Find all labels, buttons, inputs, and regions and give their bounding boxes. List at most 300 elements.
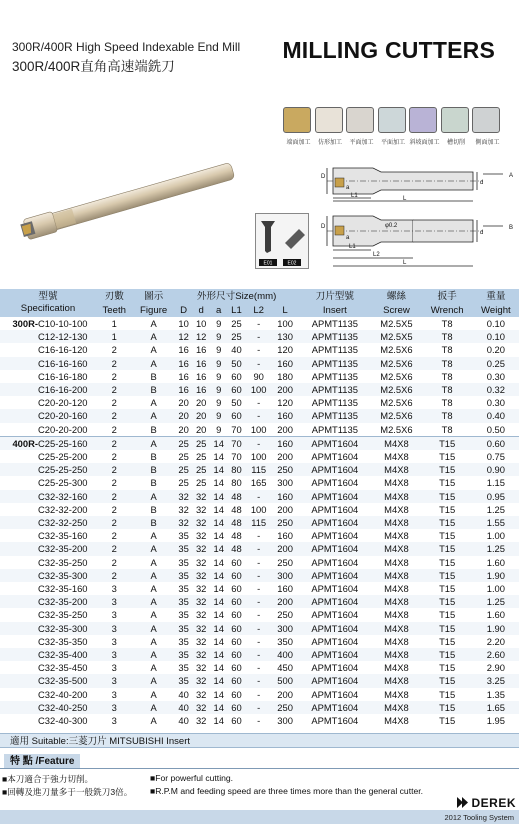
cell-teeth: 1 (111, 318, 117, 329)
cell-screw: M2.5X6 (371, 357, 421, 370)
cell-a: 9 (216, 397, 222, 409)
cell-l1: 48 (228, 542, 246, 555)
cell-fig: A (150, 635, 157, 647)
cell-l1: 60 (228, 409, 246, 422)
cell-d: 12 (192, 330, 210, 343)
cell-spec: C32-35-200 (38, 542, 96, 555)
cell-insert: APMT1135 (298, 383, 371, 396)
cell-l2: - (245, 436, 271, 450)
cell-l2: 115 (245, 463, 271, 476)
cell-screw: M4X8 (371, 490, 421, 503)
cell-weight: 0.32 (473, 383, 519, 396)
cell-wrench: T8 (441, 397, 453, 409)
cell-a: 14 (213, 662, 224, 674)
cell-wrench: T15 (422, 622, 473, 635)
cell-screw: M4X8 (384, 556, 409, 568)
cell-spec: C16-16-120 (38, 344, 88, 356)
cell-spec: C32-32-250 (38, 516, 96, 529)
cell-d: 32 (175, 490, 193, 503)
cell-l1: 50 (231, 397, 242, 409)
cell-a: 9 (210, 409, 228, 422)
cell-screw: M4X8 (384, 503, 409, 515)
cell-a: 14 (210, 701, 228, 714)
cell-l1: 60 (231, 662, 242, 674)
cell-wrench: T15 (439, 477, 456, 489)
cell-spec: C16-16-180 (38, 370, 88, 382)
cell-screw: M4X8 (371, 516, 421, 529)
cell-d: 16 (175, 357, 193, 370)
cell-l: 200 (277, 688, 293, 700)
cell-d: 20 (175, 409, 193, 422)
cell-d: 25 (175, 436, 193, 450)
cell-fig: A (133, 622, 175, 635)
cell-teeth: 2 (96, 490, 133, 503)
cell-screw: M2.5X6 (380, 370, 413, 382)
cell-spec: C32-40-300 (38, 715, 88, 727)
cell-spec: C25-25-250 (38, 463, 96, 476)
cell-l1: 60 (231, 688, 242, 700)
cell-d: 16 (178, 344, 189, 356)
cell-group (0, 582, 38, 595)
cell-a: 14 (210, 463, 228, 476)
cell-fig: A (133, 674, 175, 687)
cell-spec: C25-25-160 (38, 436, 96, 450)
cell-l1: 50 (228, 357, 246, 370)
cell-l: 180 (277, 370, 293, 382)
cell-spec: C32-35-200 (38, 595, 96, 608)
cell-a: 14 (210, 436, 228, 450)
cell-screw: M4X8 (371, 595, 421, 608)
cell-l2: - (245, 648, 271, 661)
cell-group (0, 674, 38, 687)
dim-L: L (403, 196, 407, 202)
cell-l1: 60 (231, 609, 242, 621)
brand-logo (457, 796, 516, 810)
col-figure-en: Figure (133, 303, 175, 317)
cell-insert: APMT1604 (298, 436, 371, 450)
cell-d: 40 (178, 688, 189, 700)
cell-a: 14 (213, 583, 224, 595)
cell-a: 14 (213, 556, 224, 568)
cell-teeth: 2 (111, 530, 117, 542)
cell-l1: 80 (231, 477, 242, 489)
specification-table (0, 289, 519, 727)
cell-fig: A (150, 662, 157, 674)
cell-weight: 1.60 (486, 556, 505, 568)
cell-insert: APMT1135 (311, 397, 358, 409)
cell-teeth: 3 (111, 609, 117, 621)
cell-teeth: 3 (96, 701, 133, 714)
cell-l1: 60 (228, 569, 246, 582)
cell-spec: C16-16-200 (38, 383, 96, 396)
cell-fig: A (133, 357, 175, 370)
cell-d: 32 (192, 674, 210, 687)
operation-label: 槽切削 (446, 140, 465, 146)
dim-L: L (403, 260, 407, 266)
cell-insert: APMT1604 (311, 503, 359, 515)
cell-screw: M4X8 (384, 635, 409, 647)
operation-icon (441, 107, 469, 133)
cell-fig: A (133, 490, 175, 503)
cell-a: 14 (213, 635, 224, 647)
cell-d: 25 (175, 463, 193, 476)
cell-l2: 100 (250, 451, 267, 463)
table-row (0, 635, 519, 648)
cell-insert: APMT1604 (298, 516, 371, 529)
dim-d: d (480, 230, 484, 236)
cell-wrench: T15 (422, 516, 473, 529)
cell-d: 32 (192, 569, 210, 582)
cell-group (0, 569, 38, 582)
cell-teeth: 2 (111, 344, 117, 356)
cell-a: 14 (210, 648, 228, 661)
dim-d: d (480, 180, 484, 186)
cell-l1: 70 (231, 423, 242, 435)
cell-a: 14 (213, 530, 224, 542)
cell-weight: 1.00 (486, 583, 505, 595)
cell-a: 14 (210, 595, 228, 608)
operation-item (346, 107, 377, 146)
cell-weight: 1.90 (473, 569, 519, 582)
cell-screw: M4X8 (371, 622, 421, 635)
cell-teeth: 2 (96, 383, 133, 396)
cell-group (0, 701, 38, 714)
cell-weight: 0.10 (473, 330, 519, 343)
cell-l1: 60 (228, 701, 246, 714)
cell-teeth: 3 (96, 648, 133, 661)
cell-l2: - (257, 583, 261, 595)
cell-l1: 70 (231, 451, 242, 463)
cell-d: 16 (195, 344, 207, 356)
cell-screw: M2.5X6 (380, 423, 413, 435)
feature-cn-1: ■本刀適合于強力切削。 (2, 774, 94, 784)
cell-l2: - (257, 318, 261, 329)
header-left (12, 40, 240, 75)
cell-group (0, 423, 38, 437)
cell-a: 9 (216, 318, 222, 329)
cell-insert: APMT1604 (311, 477, 359, 489)
cell-wrench: T8 (422, 330, 473, 343)
cell-fig: A (133, 595, 175, 608)
cell-weight: 1.95 (486, 715, 505, 727)
cell-fig: B (150, 477, 157, 489)
cell-wrench: T15 (439, 556, 456, 568)
cell-fig: A (133, 648, 175, 661)
cell-spec: C32-35-500 (38, 674, 96, 687)
cell-d: 35 (175, 622, 193, 635)
cell-wrench: T15 (422, 648, 473, 661)
cell-fig: B (150, 370, 157, 382)
cell-weight: 0.40 (473, 409, 519, 422)
cell-insert: APMT1135 (298, 409, 371, 422)
cell-fig: B (150, 451, 157, 463)
cell-wrench: T15 (439, 583, 456, 595)
table-row (0, 701, 519, 714)
cell-insert: APMT1135 (311, 318, 358, 329)
cell-group (0, 330, 38, 343)
cell-d: 35 (175, 542, 193, 555)
cell-l1: 25 (228, 330, 246, 343)
cell-d: 16 (195, 370, 207, 382)
cell-a: 9 (216, 423, 222, 435)
insert-label-2: E02 (287, 260, 297, 267)
cell-weight: 1.60 (486, 609, 505, 621)
cell-l: 120 (277, 344, 293, 356)
col-wrench-cn: 扳手 (422, 289, 473, 303)
feature-en-1: ■For powerful cutting. (150, 773, 234, 783)
cell-insert: APMT1604 (311, 556, 359, 568)
cell-spec: C12-12-130 (38, 330, 96, 343)
table-row (0, 476, 519, 489)
dim-a: a (346, 235, 350, 241)
table-row (0, 383, 519, 396)
cell-d: 25 (192, 463, 210, 476)
cell-d: 32 (195, 688, 207, 700)
cell-l: 300 (277, 477, 293, 489)
cell-insert: APMT1604 (311, 662, 359, 674)
cell-wrench: T15 (422, 674, 473, 687)
cell-group (0, 476, 38, 489)
cell-teeth: 2 (96, 357, 133, 370)
cell-teeth: 3 (111, 688, 117, 700)
cell-l: 160 (277, 530, 293, 542)
cell-d: 32 (195, 583, 207, 595)
brand-mark-icon (457, 797, 468, 808)
cell-l2: - (245, 490, 271, 503)
dim-a: a (346, 185, 350, 191)
cell-insert: APMT1604 (311, 451, 359, 463)
cell-a: 14 (213, 688, 224, 700)
cell-fig: B (133, 463, 175, 476)
table-row (0, 714, 519, 727)
cell-d: 16 (192, 383, 210, 396)
cell-l1: 48 (231, 503, 242, 515)
cell-spec: C32-35-400 (38, 648, 96, 661)
cell-l1: 70 (228, 436, 246, 450)
cell-weight: 0.75 (486, 451, 505, 463)
cell-weight: 1.25 (473, 595, 519, 608)
brand-name: DEREK (471, 796, 516, 810)
cell-d: 32 (175, 516, 193, 529)
feature-en-2: ■R.P.M and feeding speed are three times more than the general cutter. (150, 786, 424, 796)
cell-d: 20 (178, 423, 189, 435)
cell-l1: 48 (228, 490, 246, 503)
col-model-cn: 型號 (0, 289, 96, 303)
cell-l2: - (257, 344, 261, 356)
cell-spec: C32-35-160 (38, 530, 88, 542)
cell-d: 35 (175, 595, 193, 608)
cell-weight: 1.00 (486, 530, 505, 542)
cell-teeth: 2 (111, 423, 117, 435)
cell-teeth: 3 (111, 715, 117, 727)
cell-wrench: T8 (422, 357, 473, 370)
cell-a: 14 (210, 542, 228, 555)
col-teeth-cn: 刃數 (96, 289, 133, 303)
table-row (0, 423, 519, 437)
cell-spec: C20-20-120 (38, 397, 88, 409)
dim-D: D (321, 174, 326, 180)
table-row (0, 608, 519, 621)
cell-a: 9 (210, 330, 228, 343)
cell-insert: APMT1135 (298, 357, 371, 370)
operation-icon (346, 107, 374, 133)
cell-weight: 2.20 (486, 635, 505, 647)
cell-l: 450 (277, 662, 293, 674)
cell-group (0, 714, 38, 727)
cell-insert: APMT1135 (311, 344, 358, 356)
operation-icon (378, 107, 406, 133)
cell-l: 200 (272, 542, 298, 555)
cell-weight: 0.30 (486, 370, 505, 382)
operation-item (283, 107, 314, 146)
cell-wrench: T8 (441, 318, 453, 329)
cell-fig: A (150, 556, 157, 568)
cell-a: 14 (210, 674, 228, 687)
cell-d: 32 (195, 530, 207, 542)
cell-l2: - (257, 556, 261, 568)
cell-l1: 25 (231, 318, 242, 329)
cell-fig: A (133, 701, 175, 714)
cell-fig: A (150, 318, 157, 329)
cell-group (0, 529, 38, 542)
cell-wrench: T15 (439, 530, 456, 542)
footer-bar (0, 810, 519, 824)
category-title: MILLING CUTTERS (282, 37, 495, 63)
cell-l: 160 (272, 357, 298, 370)
col-model-en: Specification (0, 303, 96, 317)
cell-l2: - (257, 662, 261, 674)
col-a: a (210, 303, 228, 317)
cell-d: 25 (178, 477, 189, 489)
cell-teeth: 2 (111, 556, 117, 568)
cell-l: 250 (277, 609, 293, 621)
cell-screw: M4X8 (384, 530, 409, 542)
cell-fig: A (150, 609, 157, 621)
cell-d: 25 (192, 436, 210, 450)
operation-icon (409, 107, 437, 133)
cell-l: 200 (272, 595, 298, 608)
cell-l: 250 (277, 556, 293, 568)
cell-a: 14 (213, 451, 224, 463)
cell-spec: C32-35-450 (38, 662, 88, 674)
cell-teeth: 2 (96, 436, 133, 450)
cell-d: 32 (195, 503, 207, 515)
cell-screw: M4X8 (384, 583, 409, 595)
cell-insert: APMT1604 (298, 595, 371, 608)
dim-angle: φ0.2 (385, 223, 398, 229)
cell-spec: C32-32-200 (38, 503, 88, 515)
cell-insert: APMT1604 (311, 583, 359, 595)
cell-a: 9 (210, 383, 228, 396)
cell-teeth: 1 (96, 330, 133, 343)
cell-d: 35 (178, 556, 189, 568)
cell-group (0, 343, 38, 356)
cell-teeth: 2 (96, 516, 133, 529)
cell-a: 14 (213, 477, 224, 489)
cell-insert: APMT1604 (311, 635, 359, 647)
cell-teeth: 2 (96, 463, 133, 476)
cell-spec: C10-10-100 (38, 318, 88, 329)
operation-item (441, 107, 472, 146)
col-screw-en: Screw (371, 303, 421, 317)
cell-l2: - (257, 688, 261, 700)
feature-title: 特 點 /Feature (4, 754, 80, 769)
cell-l2: - (245, 622, 271, 635)
cell-l: 160 (272, 436, 298, 450)
cell-d: 16 (178, 370, 189, 382)
cell-wrench: T15 (439, 688, 456, 700)
cell-weight: 0.10 (486, 318, 505, 329)
cell-d: 16 (175, 383, 193, 396)
cell-group (0, 490, 38, 503)
cell-l: 160 (272, 490, 298, 503)
operation-icon (472, 107, 500, 133)
cell-weight: 1.55 (473, 516, 519, 529)
cell-spec: C32-35-350 (38, 635, 88, 647)
cell-d: 32 (195, 556, 207, 568)
operation-label: 側面加工 (475, 140, 500, 146)
dim-L1: L1 (351, 193, 358, 199)
cell-wrench: T8 (441, 370, 453, 382)
table-row (0, 409, 519, 422)
col-d: d (192, 303, 210, 317)
cell-l2: - (245, 569, 271, 582)
cell-group (0, 450, 38, 463)
table-row (0, 343, 519, 356)
cell-l: 400 (272, 648, 298, 661)
title-en: 300R/400R High Speed Indexable End Mill (12, 40, 241, 54)
cell-teeth: 2 (111, 370, 117, 382)
cell-l: 250 (272, 701, 298, 714)
cell-l2: 100 (250, 503, 267, 515)
cell-l1: 60 (228, 595, 246, 608)
cell-screw: M2.5X5 (371, 330, 421, 343)
cell-fig: A (133, 409, 175, 422)
cell-d: 40 (178, 715, 189, 727)
cell-fig: A (150, 688, 157, 700)
cell-fig: A (133, 542, 175, 555)
cell-teeth: 2 (96, 409, 133, 422)
cell-fig: A (133, 330, 175, 343)
cell-teeth: 2 (111, 451, 117, 463)
cell-l2: - (245, 542, 271, 555)
col-weight-cn: 重量 (473, 289, 519, 303)
cell-fig: A (150, 344, 157, 356)
cell-l1: 60 (231, 715, 242, 727)
cell-d: 32 (192, 648, 210, 661)
cell-insert: APMT1604 (298, 463, 371, 476)
table-row (0, 556, 519, 569)
cell-group (0, 608, 38, 621)
cell-l2: - (245, 330, 271, 343)
table-row (0, 648, 519, 661)
operation-label: 平面加工 (349, 140, 374, 146)
cell-l2: - (245, 701, 271, 714)
table-row (0, 674, 519, 687)
cell-spec: C32-35-250 (38, 609, 88, 621)
cell-d: 32 (178, 503, 189, 515)
cell-screw: M4X8 (371, 674, 421, 687)
cell-insert: APMT1135 (311, 423, 358, 435)
cell-a: 9 (210, 357, 228, 370)
cell-screw: M4X8 (384, 662, 409, 674)
cell-insert: APMT1604 (311, 715, 359, 727)
cell-weight: 0.30 (486, 397, 505, 409)
cell-l2: - (245, 674, 271, 687)
cell-weight: 0.60 (473, 436, 519, 450)
table-row (0, 542, 519, 555)
cell-l2: 165 (250, 477, 267, 489)
